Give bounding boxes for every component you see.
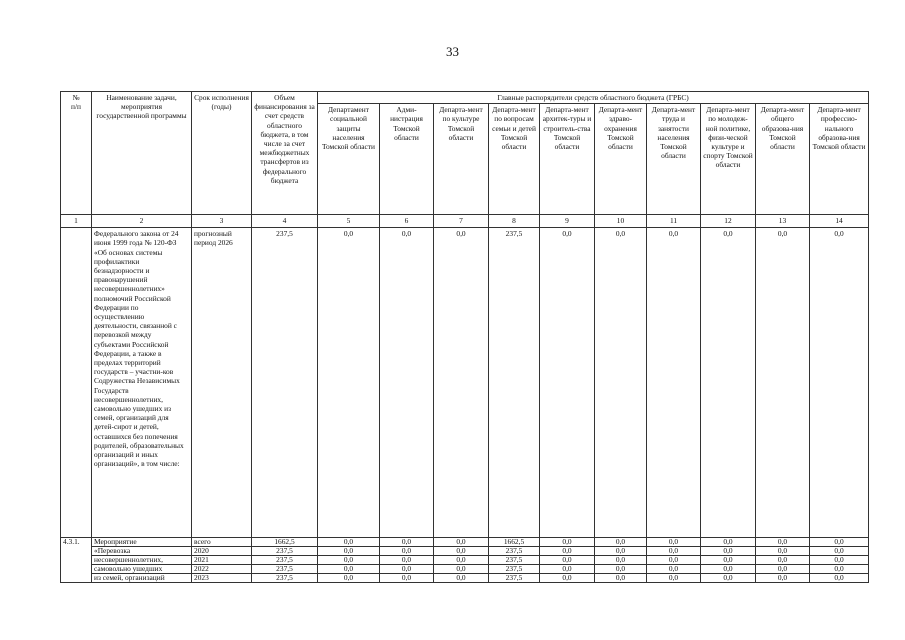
row-term: 2023 (192, 574, 252, 583)
value-cell: 0,0 (756, 556, 810, 565)
column-number: 5 (318, 215, 380, 228)
value-cell: 0,0 (595, 538, 647, 547)
column-number: 9 (540, 215, 595, 228)
table-row (61, 556, 869, 565)
value-cell: 237,5 (252, 228, 318, 538)
header-grbs-cell: Департамент социальной защиты населения Томской области (318, 104, 380, 215)
value-cell: 0,0 (434, 228, 489, 538)
value-cell: 0,0 (318, 565, 380, 574)
value-cell: 0,0 (810, 574, 869, 583)
table-row (61, 565, 869, 574)
value-cell: 0,0 (380, 556, 434, 565)
value-cell: 0,0 (595, 574, 647, 583)
header-grbs-cell: Департа-мент труда и занятости населения Томской области (647, 104, 701, 215)
column-number: 3 (192, 215, 252, 228)
value-cell: 237,5 (489, 547, 540, 556)
value-cell: 237,5 (252, 565, 318, 574)
value-cell: 0,0 (701, 538, 756, 547)
column-numbers-row (61, 215, 869, 228)
column-number: 10 (595, 215, 647, 228)
value-cell: 0,0 (318, 547, 380, 556)
value-cell: 237,5 (252, 574, 318, 583)
value-cell: 0,0 (318, 574, 380, 583)
value-cell: 0,0 (540, 228, 595, 538)
header-grbs-title: Главные распорядители средств областного бюджета (ГРБС) (318, 92, 869, 104)
value-cell: 0,0 (647, 574, 701, 583)
value-cell: 0,0 (434, 547, 489, 556)
row-description-line: «Перевозка (92, 547, 192, 556)
column-number: 8 (489, 215, 540, 228)
row-description: Федерального закона от 24 июня 1999 года № 120-ФЗ «Об основах системы профилактики безнадзорности и правонарушений несовершеннолетних» полномочий Российской Федерации по осуществлению деятельности, связанной с перевозкой между субъектами Российской Федерации, а также в пределах территорий государств – участни-ков Содружества Независимых Государств несовершеннолетних, самовольно ушедших из семей, организаций для детей-сирот и детей, оставшихся без попечения родителей, образовательных организаций и иных организаций», в том числе: (92, 228, 192, 538)
header-grbs-cell: Департа-мент по вопросам семьи и детей Томской области (489, 104, 540, 215)
header-grbs-cell: Департа-мент по культуре Томской области (434, 104, 489, 215)
value-cell: 0,0 (380, 565, 434, 574)
header-row (61, 92, 869, 104)
value-cell: 0,0 (540, 556, 595, 565)
value-cell: 0,0 (434, 565, 489, 574)
value-cell: 237,5 (252, 556, 318, 565)
value-cell: 0,0 (647, 556, 701, 565)
value-cell: 0,0 (701, 228, 756, 538)
value-cell: 0,0 (318, 556, 380, 565)
value-cell: 0,0 (756, 228, 810, 538)
value-cell: 0,0 (434, 574, 489, 583)
value-cell: 0,0 (434, 538, 489, 547)
value-cell: 0,0 (595, 565, 647, 574)
row-description-line: Мероприятие (92, 538, 192, 547)
row-description-line: из семей, организаций (92, 574, 192, 583)
value-cell: 237,5 (489, 574, 540, 583)
value-cell: 0,0 (318, 228, 380, 538)
value-cell: 0,0 (810, 547, 869, 556)
value-cell: 0,0 (701, 574, 756, 583)
value-cell: 1662,5 (252, 538, 318, 547)
value-cell: 0,0 (756, 565, 810, 574)
value-cell: 0,0 (701, 565, 756, 574)
header-col-term: Срок исполнения (годы) (192, 92, 252, 215)
value-cell: 0,0 (810, 556, 869, 565)
column-number: 1 (61, 215, 92, 228)
header-grbs-cell: Департа-мент здраво-охранения Томской области (595, 104, 647, 215)
column-number: 2 (92, 215, 192, 228)
value-cell: 237,5 (489, 556, 540, 565)
row-number (61, 228, 92, 538)
value-cell: 0,0 (810, 228, 869, 538)
column-number: 4 (252, 215, 318, 228)
row-term: 2020 (192, 547, 252, 556)
table-row (61, 228, 869, 538)
column-number: 14 (810, 215, 869, 228)
value-cell: 0,0 (756, 547, 810, 556)
value-cell: 237,5 (489, 565, 540, 574)
column-number: 6 (380, 215, 434, 228)
header-grbs-cell: Департа-мент профессио-нального образова-ния Томской области (810, 104, 869, 215)
value-cell: 0,0 (647, 538, 701, 547)
budget-table (60, 91, 869, 583)
value-cell: 0,0 (647, 547, 701, 556)
table-row (61, 547, 869, 556)
value-cell: 0,0 (810, 565, 869, 574)
value-cell: 0,0 (810, 538, 869, 547)
header-grbs-cell: Департа-мент по молодеж-ной политике, физи-ческой культуре и спорту Томской области (701, 104, 756, 215)
row-term: 2022 (192, 565, 252, 574)
value-cell: 0,0 (756, 574, 810, 583)
value-cell: 0,0 (595, 228, 647, 538)
header-grbs-cell: Адми-нистрация Томской области (380, 104, 434, 215)
value-cell: 0,0 (595, 556, 647, 565)
value-cell: 0,0 (701, 556, 756, 565)
value-cell: 0,0 (595, 547, 647, 556)
value-cell: 0,0 (318, 538, 380, 547)
table-row (61, 538, 869, 547)
value-cell: 0,0 (380, 547, 434, 556)
value-cell: 0,0 (540, 547, 595, 556)
value-cell: 237,5 (489, 228, 540, 538)
page-number: 33 (446, 44, 459, 59)
header-col-no: № п/п (61, 92, 92, 215)
value-cell: 0,0 (380, 228, 434, 538)
value-cell: 0,0 (647, 565, 701, 574)
row-term: прогнозный период 2026 (192, 228, 252, 538)
column-number: 12 (701, 215, 756, 228)
table-row (61, 574, 869, 583)
value-cell: 0,0 (756, 538, 810, 547)
column-number: 13 (756, 215, 810, 228)
value-cell: 0,0 (380, 574, 434, 583)
value-cell: 0,0 (540, 538, 595, 547)
value-cell: 0,0 (540, 574, 595, 583)
row-description-line: несовершеннолетних, (92, 556, 192, 565)
value-cell: 0,0 (701, 547, 756, 556)
row-number: 4.3.1. (61, 538, 92, 583)
header-col-name: Наименование задачи, мероприятия государственной программы (92, 92, 192, 215)
row-term: 2021 (192, 556, 252, 565)
header-grbs-cell: Департа-мент общего образова-ния Томской области (756, 104, 810, 215)
column-number: 11 (647, 215, 701, 228)
value-cell: 0,0 (434, 556, 489, 565)
row-term: всего (192, 538, 252, 547)
value-cell: 0,0 (380, 538, 434, 547)
value-cell: 1662,5 (489, 538, 540, 547)
row-description-line: самовольно ушедших (92, 565, 192, 574)
header-col-volume: Объем финансирования за счет средств областного бюджета, в том числе за счет межбюджетных трансфертов из федерального бюджета (252, 92, 318, 215)
column-number: 7 (434, 215, 489, 228)
value-cell: 0,0 (647, 228, 701, 538)
header-grbs-cell: Департа-мент архитек-туры и строитель-ства Томской области (540, 104, 595, 215)
value-cell: 0,0 (540, 565, 595, 574)
value-cell: 237,5 (252, 547, 318, 556)
